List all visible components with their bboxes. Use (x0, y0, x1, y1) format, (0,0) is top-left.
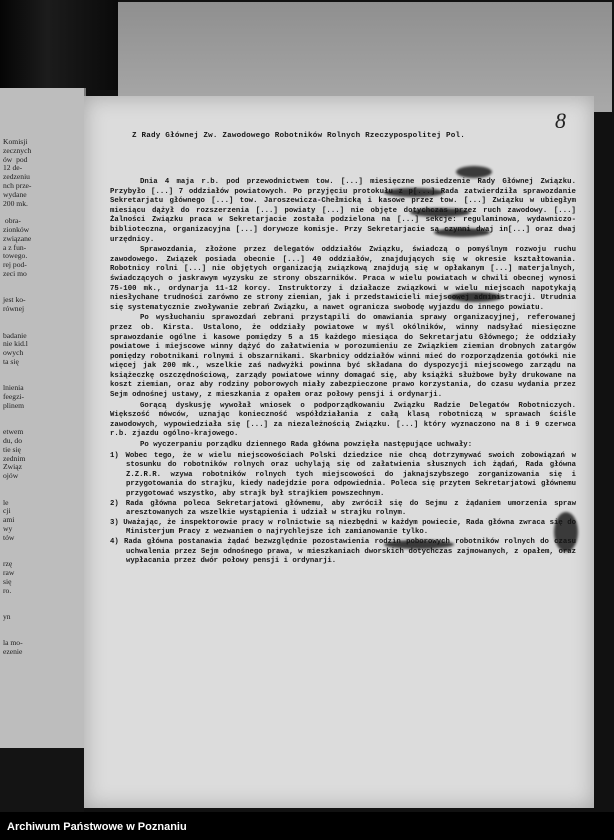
adjacent-page-fragment (0, 88, 86, 748)
paragraph: Po wyczerpaniu porządku dziennego Rada główna powzięła następujące uchwały: (140, 441, 473, 450)
resolution-item: 1) Wobec tego, że w wielu miejscowościach Polski dziedzice nie chcą dotrzymywać swoich zobowiązań w stosunku do robotników rolnych oraz uchylają się od załatwienia słusznych ich żądań, Rada główna Z.Z.R.R. wzywa robotników rolnych tych miejscowości do jaknajszybszego zorganizowania się i przygotowania do strajku, kiedy nadejdzie pora odpowiednia. Poleca się przytem Sekretarjatowi głównemu przygotować wszystko, aby strajk był strajkiem powszechnym. (110, 451, 576, 498)
document-page (84, 96, 594, 808)
document-header: Z Rady Głównej Zw. Zawodowego Robotników Rolnych Rzeczypospolitej Pol. (132, 132, 465, 140)
paragraph: Gorącą dyskusję wywołał wniosek o podporządkowaniu Związku Radzie Delegatów Robotniczych. Większość mówców, uznając konieczność współdziałania z całą klasą robotniczą w sprawach ściśle zawodowych, wypowiedziała się [...] za niezależnością Związku. [...] który wyznaczono na 8 i 9 czerwca r.b. zjazdu ogólno-krajowego. (110, 401, 576, 439)
resolution-item: 3) Uważając, że inspektorowie pracy w rolnictwie są niezbędni w każdym powiecie, Rada główna zwraca się do Ministerjum Pracy z wezwaniem o najrychlejsze ich zamianowanie tylko. (110, 518, 576, 537)
binder-edge (0, 0, 118, 90)
document-paragraphs (110, 178, 576, 451)
resolutions-list (110, 452, 576, 567)
resolution-item: 2) Rada główna poleca Sekretarjatowi głównemu, aby zwrócił się do Sejmu z żądaniem umorzenia spraw aresztowanych za wszelkie wystąpienia i udział w strajku rolnym. (110, 499, 576, 518)
document-body (110, 132, 576, 567)
paragraph: Sprawozdania, złożone przez delegatów oddziałów Związku, świadczą o pomyślnym rozwoju ruchu zawodowego. Związek posiada obecnie [...] 40 oddziałów, znajdujących się w okresie kształtowania. Robotnicy rolni [...] nie objętych organizacją związkową znajdują się w opłakanym [...] materjalnych, świadczących o jaskrawym wyzysku ze strony obszarników. Praca w wielu powiatach w chwili obecnej wynosi 75-100 mk., ordynarja 11-12 korcy. Instruktorzy i działacze związkowi w wielu miejscach napotykają niesłychane trudności zarówno ze strony ziemian, jak i przedstawicieli miejscowej administracji. Utrudnia się systematycznie zwoływanie zebrań Związku, a nawet ogranicza swobodę wyjazdu do innego powiatu. (110, 246, 576, 312)
binder-bottom (0, 748, 84, 812)
resolution-item: 4) Rada główna postanawia żądać bezwzględnie pozostawienia rodzin poborowych robotników rolnych do czasu uchwalenia przez Sejm odnośnego prawa, w mieszkaniach dworskich dotychczas zajmowanych, z opałem, oraz wypłacania przez dwór połowy pensji i ordynarji. (110, 537, 576, 566)
archive-label: Archiwum Państwowe w Poznaniu (7, 821, 187, 833)
paragraph: Po wysłuchaniu sprawozdań zebrani przystąpili do omawiania sprawy organizacyjnej, referowanej przez ob. Kirsta. Ustalono, że oddziały powiatowe w myśl okólników, winny nadsyłać miesięczne sprawozdanie ogólne i kasowe pomiędzy 5 a 15 każdego miesiąca do Sekretarjatu Głównego; że oddziały powiatowe i miejscowe winny dążyć do załatwienia w porozumieniu ze Związkiem ziemian drobnych zatargów pomiędzy robotnikami rolnymi i obszarnikami. Skarbnicy oddziałów winni mieć do rozporządzenia gotówki nie więcej jak 200 mk., wszelkie zaś nadwyżki powinna być składana do dyspozycji miejscowego zarządu na książeczkę oszczędnościową, zarządy powiatowe winny domagać się, aby książki służbowe były drukowane na koszt ziemian, oraz aby rodziny poborowych miały zabezpieczone prawo korzystania, do czasu wydania przez Sejm odnośnej ustawy, z mieszkania z opałem oraz połowy pensji i ordynarji. (110, 314, 576, 400)
page-number: 8 (555, 108, 566, 133)
adjacent-page-text: Komisji zecznych ów pod 12 de- zedzeniu nch prze- wydane 200 mk. obra- zionków związane a z fun- towego. rej pod- zeci mo jest ko- równej badanie nie kid.l owych ta się lnienia feegzi- plinem etwem du, do tie się zednim Związ ojów le cji ami wy tów rzę raw się ro. yn la mo- ezenie (3, 137, 32, 657)
paragraph: Dnia 4 maja r.b. pod przewodnictwem tow. [...] miesięczne posiedzenie Rady Głównej Związku. Przybyło [...] 7 oddziałów powiatowych. Po przyjęciu protokułu z p[...] Rada zatwierdziła sprawozdanie Sekretarjatu głównego [...] tow. Jaroszewicza-Chełmicką i kasowe przez tow. [...] Związku w ubiegłym miesiącu dążył do rozszerzenia [...] powiaty [...] nie objęte dotychczas przez ruch zawodowy. [...] Żalności Związku praca w Sekretarjacie została podzielona na [...] sekcje: regulaminowa, wydawniczo-biblioteczna, organizacyjna [...] dorywcze komisje. Przy Sekretarjacie są czynni dwaj in[...] oraz dwaj urzędnicy. (110, 178, 576, 244)
archive-footer (0, 812, 614, 840)
